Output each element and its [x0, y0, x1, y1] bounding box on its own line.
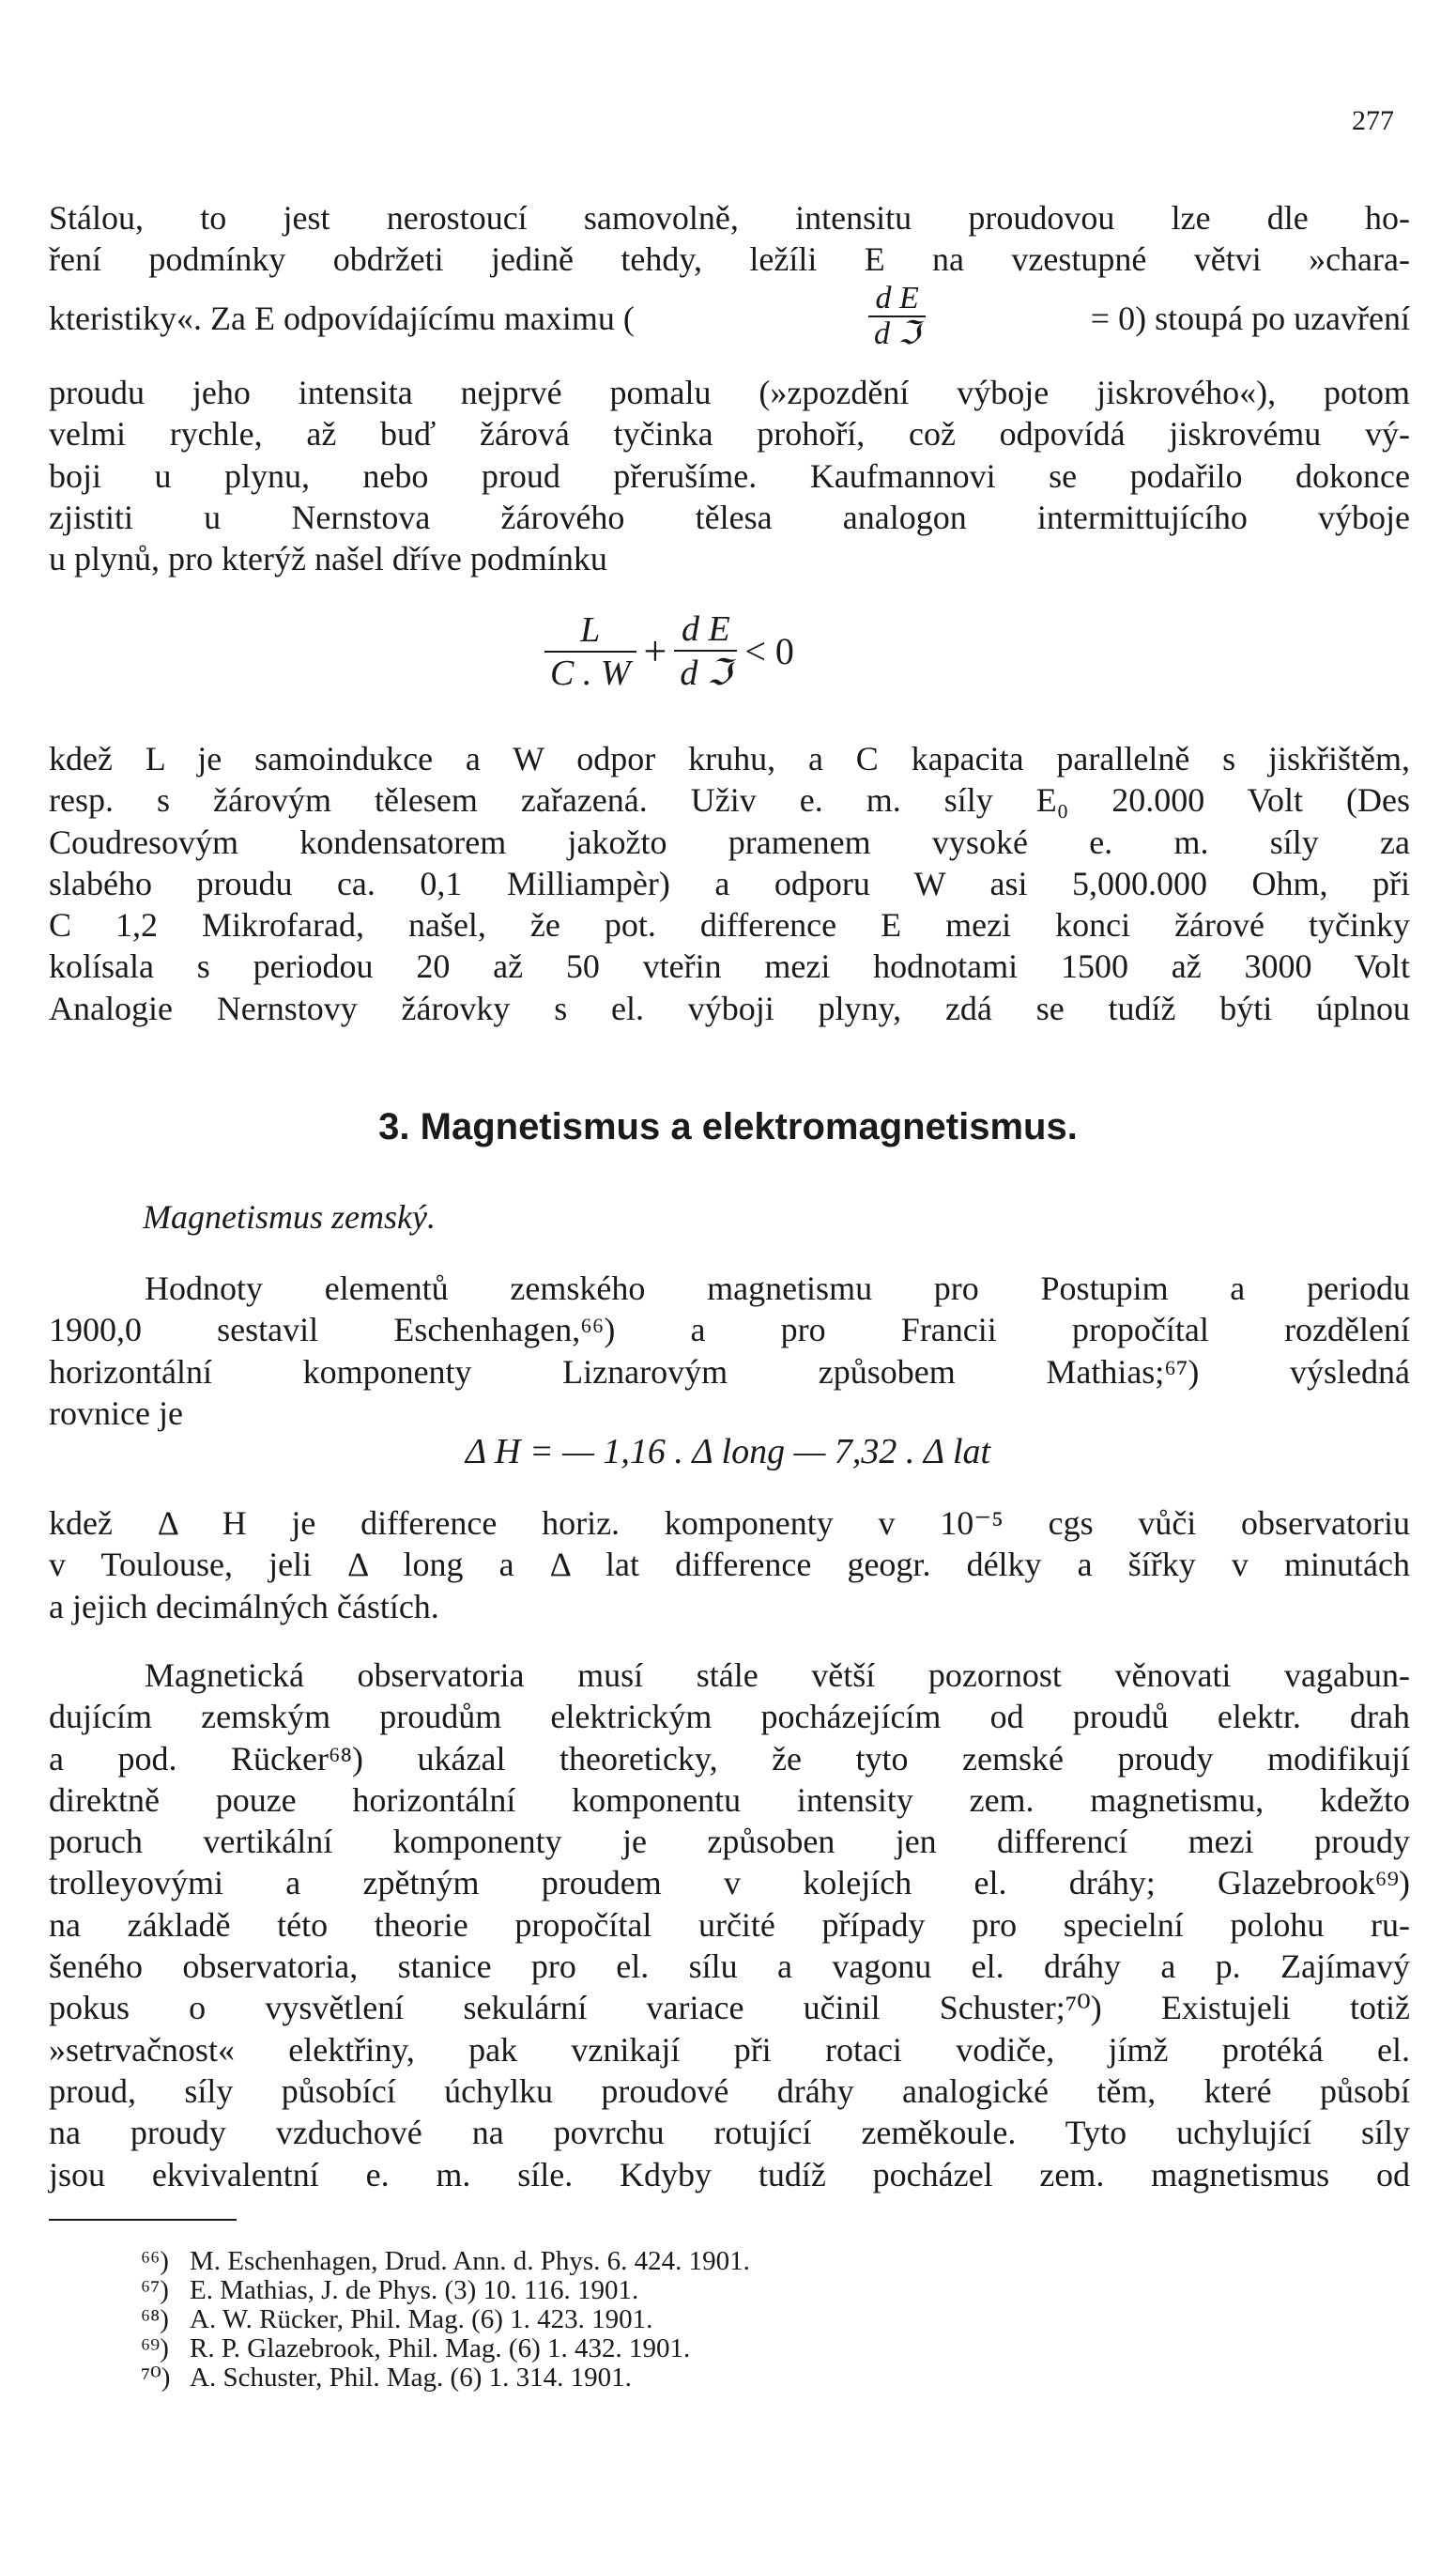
- footnote-mark: ⁶⁹): [141, 2333, 169, 2363]
- paragraph-3: [49, 1268, 1410, 1434]
- text-line: C 1,2 Mikrofarad, našel, že pot. difference E mezi konci žárové tyčinky: [49, 906, 1410, 945]
- inline-formula-line: [49, 281, 1410, 351]
- paragraph-5: [49, 1655, 1410, 2195]
- text-line: pokus o vysvětlení sekulární variace učinil Schuster;⁷⁰) Existujeli totiž: [49, 1989, 1410, 2027]
- text-line: = 0) stoupá po uzavření: [1090, 300, 1410, 337]
- text-line: direktně pouze horizontální komponentu intensity zem. magnetismu, kdežto: [49, 1780, 1410, 1819]
- text-line: kolísala s periodou 20 až 50 vteřin mezi hodnotami 1500 až 3000 Volt: [49, 947, 1410, 986]
- footnote-text: M. Eschenhagen, Drud. Ann. d. Phys. 6. 424. 1901.: [190, 2246, 750, 2276]
- text-line: kteristiky«. Za E odpovídajícímu maximu (: [49, 300, 635, 337]
- fraction-numerator: L: [580, 609, 601, 650]
- text-line: dujícím zemským proudům elektrickým pocházejícím od proudů elektr. drah: [49, 1698, 1410, 1736]
- footnote-67: [141, 2276, 638, 2305]
- fraction-numerator: d E: [681, 609, 730, 649]
- text-line: »setrvačnost« elektřiny, pak vznikají při rotaci vodiče, jímž protéká el.: [49, 2030, 1410, 2069]
- footnote-mark: ⁶⁶): [141, 2246, 169, 2276]
- footnote-text: A. W. Rücker, Phil. Mag. (6) 1. 423. 1901.: [190, 2304, 653, 2334]
- text-line: šeného observatoria, stanice pro el. sílu a vagonu el. dráhy a p. Zajímavý: [49, 1947, 1410, 1986]
- inline-fraction: [868, 282, 926, 351]
- text-line: Analogie Nernstovy žárovky s el. výboji plyny, zdá se tudíž býti úplnou: [49, 989, 1410, 1027]
- text-line: ření podmínky obdržeti jedině tehdy, ležíli E na vzestupné větvi »chara-: [49, 240, 1410, 279]
- fraction-denominator: C . W: [544, 651, 636, 694]
- text-line: slabého proudu ca. 0,1 Milliampèr) a odporu W asi 5,000.000 Ohm, při: [49, 864, 1410, 902]
- relation: < 0: [744, 630, 794, 672]
- text-line: horizontální komponenty Liznarovým způsobem Mathias;⁶⁷) výsledná: [49, 1352, 1410, 1391]
- fraction-numerator: d E: [875, 281, 919, 316]
- footnote-66: [141, 2247, 750, 2276]
- text-line: poruch vertikální komponenty je způsoben jen differencí mezi proudy: [49, 1823, 1410, 1861]
- text-line: boji u plynu, nebo proud přerušíme. Kaufmannovi se podařilo dokonce: [49, 456, 1410, 495]
- footnote-text: E. Mathias, J. de Phys. (3) 10. 116. 1901.: [190, 2275, 639, 2305]
- footnote-68: [141, 2305, 652, 2334]
- text-line: Coudresovým kondensatorem jakožto pramenem vysoké e. m. síly za: [49, 823, 1410, 861]
- fraction-denominator: d ℑ: [868, 316, 926, 351]
- text-line: Magnetická observatoria musí stále větší pozornost věnovati vagabun-: [145, 1656, 1410, 1694]
- text-line: Hodnoty elementů zemského magnetismu pro Postupim a periodu: [145, 1270, 1410, 1307]
- text-line: kdež Δ H je difference horiz. komponenty v 10⁻⁵ cgs vůči observatoriu: [49, 1504, 1410, 1542]
- text-line: a pod. Rücker⁶⁸) ukázal theoreticky, že tyto zemské proudy modifikují: [49, 1739, 1410, 1778]
- text-line: proud, síly působící úchylku proudové dráhy analogické těm, které působí: [49, 2071, 1410, 2110]
- plus-sign: +: [643, 628, 667, 674]
- display-formula-2: Δ H = — 1,16 . Δ long — 7,32 . Δ lat: [465, 1432, 991, 1471]
- footnote-divider: [49, 2219, 237, 2221]
- text-line: Stálou, to jest nerostoucí samovolně, intensitu proudovou lze dle ho-: [49, 199, 1410, 237]
- section-heading: 3. Magnetismus a elektromagnetismus.: [378, 1106, 1078, 1147]
- paragraph-2: [49, 738, 1410, 1029]
- subsection-heading: Magnetismus zemský.: [143, 1198, 436, 1236]
- footnote-70: [141, 2363, 632, 2393]
- footnote-text: A. Schuster, Phil. Mag. (6) 1. 314. 1901.: [190, 2363, 632, 2393]
- text-line: v Toulouse, jeli Δ long a Δ lat difference geogr. délky a šířky v minutách: [49, 1546, 1410, 1584]
- text-line: a jejich decimálných částích.: [49, 1587, 439, 1625]
- footnote-mark: ⁶⁷): [141, 2275, 169, 2305]
- text-line: jsou ekvivalentní e. m. síle. Kdyby tudíž pocházel zem. magnetismus od: [49, 2155, 1410, 2193]
- fraction-denominator: d ℑ: [674, 650, 737, 694]
- text-line: zjistiti u Nernstova žárového tělesa analogon intermittujícího výboje: [49, 498, 1410, 536]
- text-line: trolleyovými a zpětným proudem v kolejích el. dráhy; Glazebrook⁶⁹): [49, 1864, 1410, 1902]
- footnote-mark: ⁶⁸): [141, 2304, 169, 2334]
- text-line: na proudy vzduchové na povrchu rotující zeměkoule. Tyto uchylující síly: [49, 2114, 1410, 2152]
- text-line: resp. s žárovým tělesem zařazená. Uživ e. m. síly E₀ 20.000 Volt (Des: [49, 781, 1410, 820]
- text-line: proudu jeho intensita nejprvé pomalu (»zpozdění výboje jiskrového«), potom: [49, 374, 1410, 411]
- fraction-l-over-cw: [544, 609, 636, 694]
- text-line: velmi rychle, až buď žárová tyčinka prohoří, což odpovídá jiskrovému vý-: [49, 415, 1410, 454]
- text-line: 1900,0 sestavil Eschenhagen,⁶⁶) a pro Francii propočítal rozdělení: [49, 1311, 1410, 1349]
- paragraph-1: [49, 197, 1410, 281]
- fraction-de-over-dj: [674, 608, 737, 694]
- text-line: kdež L je samoindukce a W odpor kruhu, a C kapacita parallelně s jiskřištěm,: [49, 740, 1410, 777]
- text-line: rovnice je: [49, 1393, 183, 1432]
- footnote-69: [141, 2334, 690, 2363]
- text-line: u plynů, pro kterýž našel dříve podmínku: [49, 540, 607, 578]
- footnote-mark: ⁷⁰): [141, 2363, 171, 2393]
- footnote-text: R. P. Glazebrook, Phil. Mag. (6) 1. 432. 1901.: [190, 2333, 691, 2363]
- page-number: 277: [1352, 105, 1394, 136]
- paragraph-1-continued: [49, 372, 1410, 579]
- paragraph-4: [49, 1502, 1410, 1627]
- text-line: na základě této theorie propočítal určité případy pro specielní polohu ru-: [49, 1905, 1410, 1944]
